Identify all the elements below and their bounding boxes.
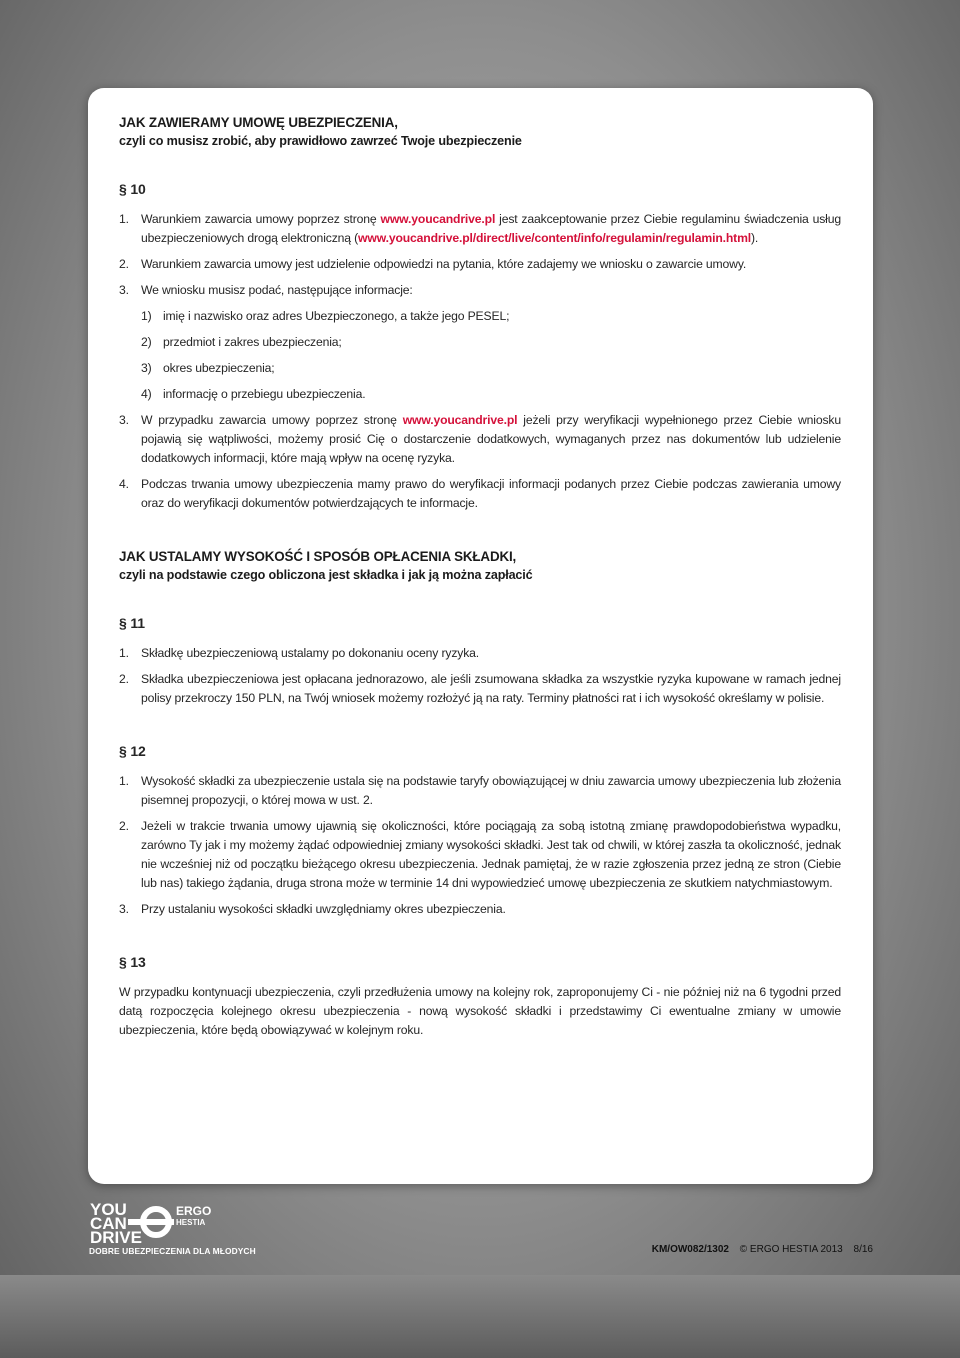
sub-list-item [141, 307, 841, 326]
sub-item-text: informację o przebiegu ubezpieczenia. [163, 387, 366, 401]
item-number: 4. [119, 477, 129, 491]
list-item [119, 644, 841, 663]
sub-item-number: 1) [141, 309, 152, 323]
website-link[interactable]: www.youcandrive.pl [402, 413, 518, 427]
document-code: KM/OW082/1302 [651, 1244, 729, 1255]
section-11: § 11 [119, 615, 145, 631]
item-text: Wysokość składki za ubezpieczenie ustala się na podstawie taryfy obowiązującej w dniu zawarcia umowy ubezpieczenia lub złożenia pisemnej propozycji, o której mowa w ust. 2. [141, 774, 841, 807]
heading-subtitle: czyli na podstawie czego obliczona jest składka i jak ją można zapłacić [119, 568, 533, 582]
list-item [119, 670, 841, 708]
list-item [119, 772, 841, 810]
sub-list-item [141, 385, 841, 404]
section-12: § 12 [119, 743, 146, 759]
item-text: Warunkiem zawarcia umowy jest udzielenie odpowiedzi na pytania, które zadajemy we wniosku o zawarcie umowy. [141, 257, 747, 271]
item-number: 1. [119, 774, 129, 788]
logo-drive: DRIVE [90, 1228, 142, 1247]
document-page [88, 88, 873, 1184]
item-text: We wniosku musisz podać, następujące informacje: [141, 283, 413, 297]
logo-you: YOU [90, 1200, 127, 1219]
item-number: 2. [119, 257, 129, 271]
list-item [119, 281, 841, 300]
sub-list-item [141, 333, 841, 352]
logo-hestia: HESTIA [176, 1218, 206, 1227]
item-number: 3. [119, 413, 129, 427]
list-item [119, 255, 841, 274]
footer-info [652, 1244, 873, 1255]
item-text: Składka ubezpieczeniowa jest opłacana jednorazowo, ale jeśli zsumowana składka za wszystkie ryzyka kupowane w ramach jednej polisy przekroczy 150 PLN, na Twój wniosek możemy rozłożyć ją na raty. Terminy płatności rat i ich wysokość określamy w polisie. [141, 672, 841, 705]
list-item [119, 210, 841, 248]
sub-item-text: okres ubezpieczenia; [163, 361, 275, 375]
item-text: W przypadku zawarcia umowy poprzez stronę www.youcandrive.pl jeżeli przy weryfikacji wypełnionego przez Ciebie wniosku pojawią się wątpliwości, możemy prosić Cię o dostarczenie dodatkowych, wymaganych przez nas dokumentów lub udzielenie dodatkowych informacji, które mają wpływ na ocenę ryzyka. [141, 413, 841, 465]
item-number: 3. [119, 283, 129, 297]
item-text: Jeżeli w trakcie trwania umowy ujawnią się okoliczności, które pociągają za sobą istotną zmianę prawdopodobieństwa wypadku, zarówno Ty jak i my możemy żądać odpowiedniej zmiany wysokości składki. Jest tak od chwili, w której zaszła ta okoliczność, jednak nie wcześniej niż od początku bieżącego okresu ubezpieczenia. Jednak pamiętaj, że w razie zgłoszenia przez jedną ze stron (Ciebie lub nas) takiego żądania, druga strona może w terminie 14 dni wypowiedzieć umowę ubezpieczenia ze skutkiem natychmiastowym. [141, 819, 841, 890]
heading-conclusion [119, 114, 841, 150]
sub-item-number: 2) [141, 335, 152, 349]
item-text: Warunkiem zawarcia umowy poprzez stronę www.youcandrive.pl jest zaakceptowanie przez Ciebie regulaminu świadczenia usług ubezpieczeniowych drogą elektroniczną (www.youcandrive.pl/direct/live/content/info/regulamin/regulamin.html). [141, 212, 841, 245]
list-item [119, 900, 841, 919]
logo-can: CAN [90, 1214, 127, 1233]
item-text: Przy ustalaniu wysokości składki uwzględniamy okres ubezpieczenia. [141, 902, 506, 916]
heading-title: JAK ZAWIERAMY UMOWĘ UBEZPIECZENIA, [119, 115, 398, 130]
item-number: 3. [119, 902, 129, 916]
item-number: 2. [119, 819, 129, 833]
footer-tagline: DOBRE UBEZPIECZENIA DLA MŁODYCH [89, 1246, 256, 1256]
section-13: § 13 [119, 954, 146, 970]
list-item [119, 411, 841, 468]
document-content [119, 114, 841, 1040]
section-10: § 10 [119, 181, 146, 197]
sub-item-text: przedmiot i zakres ubezpieczenia; [163, 335, 342, 349]
heading-title: JAK USTALAMY WYSOKOŚĆ I SPOSÓB OPŁACENIA SKŁADKI, [119, 549, 517, 564]
paragraph-13: W przypadku kontynuacji ubezpieczenia, czyli przedłużenia umowy na kolejny rok, zaproponujemy Ci - nie później niż na 6 tygodni przed datą rozpoczęcia kolejnego okresu ubezpieczenia - nową wysokość składki i przedstawimy Ci ewentualne zmiany w umowie ubezpieczenia, które będą obowiązywać w kolejnym roku. [119, 985, 841, 1037]
heading-subtitle: czyli co musisz zrobić, aby prawidłowo zawrzeć Twoje ubezpieczenie [119, 134, 522, 148]
logo-ergo: ERGO [176, 1204, 212, 1218]
page-number: 8/16 [853, 1244, 873, 1255]
sub-item-text: imię i nazwisko oraz adres Ubezpieczonego, a także jego PESEL; [163, 309, 510, 323]
list-item [119, 817, 841, 893]
item-number: 1. [119, 212, 129, 226]
heading-premium [119, 548, 841, 584]
website-link[interactable]: www.youcandrive.pl [380, 212, 496, 226]
copyright: © ERGO HESTIA 2013 [739, 1244, 843, 1255]
item-text: Podczas trwania umowy ubezpieczenia mamy prawo do weryfikacji informacji podanych przez Ciebie podczas zawierania umowy oraz do weryfikacji dokumentów potwierdzających te informacje. [141, 477, 841, 510]
sub-item-number: 4) [141, 387, 152, 401]
list-item [119, 475, 841, 513]
item-number: 2. [119, 672, 129, 686]
item-text: Składkę ubezpieczeniową ustalamy po dokonaniu oceny ryzyka. [141, 646, 480, 660]
item-number: 1. [119, 646, 129, 660]
footer-bar [0, 1275, 960, 1358]
regulations-link[interactable]: www.youcandrive.pl/direct/live/content/info/regulamin/regulamin.html [358, 231, 752, 245]
sub-list-item [141, 359, 841, 378]
sub-item-number: 3) [141, 361, 152, 375]
